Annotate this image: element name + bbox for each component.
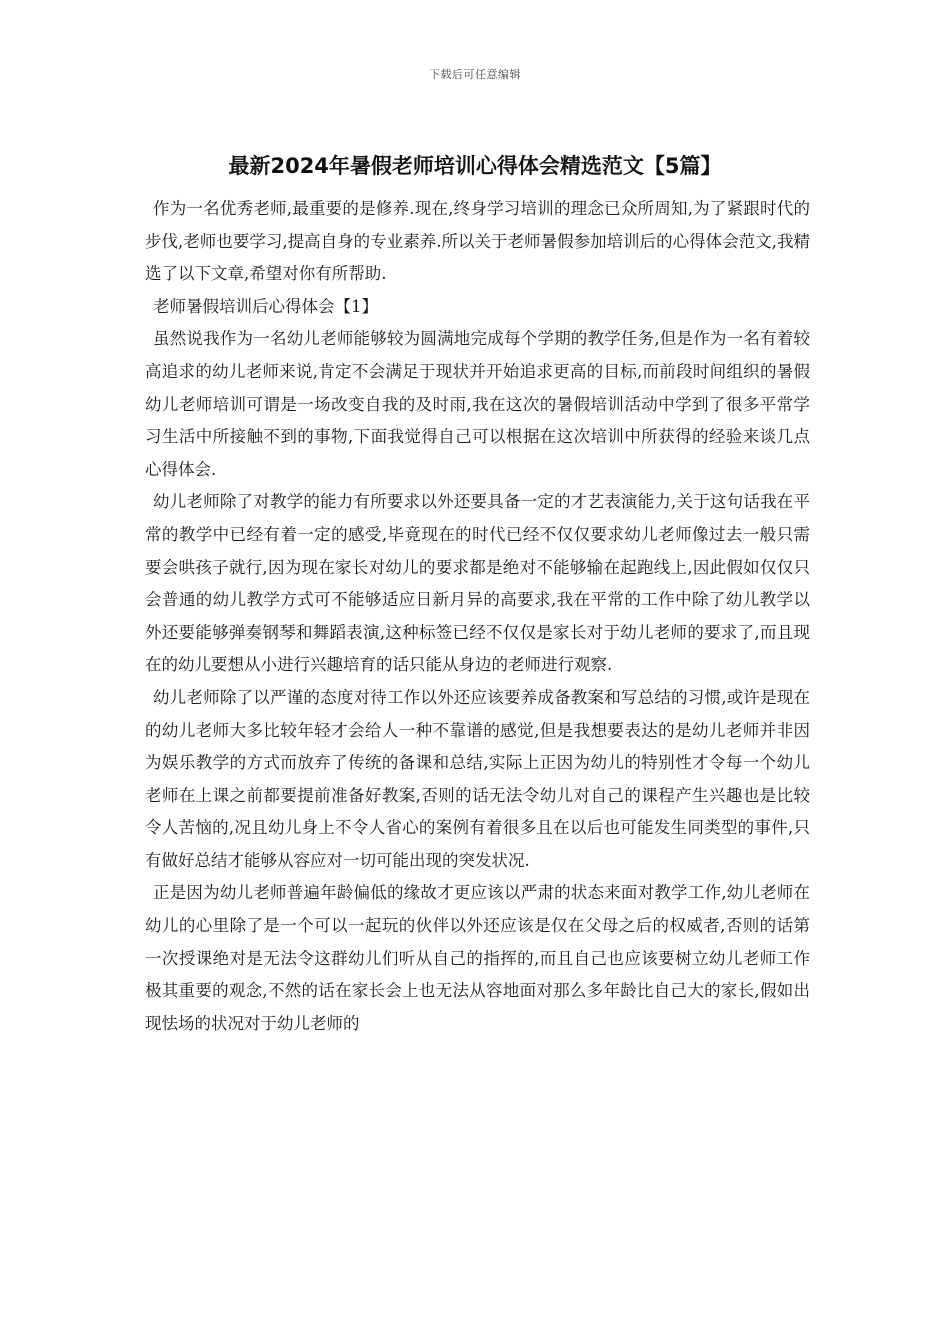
document-body	[145, 193, 810, 1040]
header-note: 下载后可任意编辑	[429, 68, 521, 81]
body-paragraph: 正是因为幼儿老师普遍年龄偏低的缘故才更应该以严肃的状态来面对教学工作,幼儿老师在幼儿的心里除了是一个可以一起玩的伙伴以外还应该是仅在父母之后的权威者,否则的话第一次授课绝对是无法令这群幼儿们听从自己的指挥的,而且自己也应该要树立幼儿老师工作极其重要的观念,不然的话在家长会上也无法从容地面对那么多年龄比自己大的家长,假如出现怯场的状况对于幼儿老师的	[145, 883, 810, 1033]
body-paragraph: 幼儿老师除了对教学的能力有所要求以外还要具备一定的才艺表演能力,关于这句话我在平常的教学中已经有着一定的感受,毕竟现在的时代已经不仅仅要求幼儿老师像过去一般只需要会哄孩子就行,因为现在家长对幼儿的要求都是绝对不能够输在起跑线上,因此假如仅仅只会普通的幼儿教学方式可不能够适应日新月异的高要求,我在平常的工作中除了幼儿教学以外还要能够弹奏钢琴和舞蹈表演,这种标签已经不仅仅是家长对于幼儿老师的要求了,而且现在的幼儿要想从小进行兴趣培育的话只能从身边的老师进行观察.	[145, 492, 810, 675]
intro-paragraph: 作为一名优秀老师,最重要的是修养.现在,终身学习培训的理念已众所周知,为了紧跟时代的步伐,老师也要学习,提高自身的专业素养.所以关于老师暑假参加培训后的心得体会范文,我精选了以下文章,希望对你有所帮助.	[145, 199, 810, 284]
body-paragraph: 虽然说我作为一名幼儿老师能够较为圆满地完成每个学期的教学任务,但是作为一名有着较高追求的幼儿老师来说,肯定不会满足于现状并开始追求更高的目标,而前段时间组织的暑假幼儿老师培训可谓是一场改变自我的及时雨,我在这次的暑假培训活动中学到了很多平常学习生活中所接触不到的事物,下面我觉得自己可以根据在这次培训中所获得的经验来谈几点心得体会.	[145, 329, 810, 479]
body-paragraph: 幼儿老师除了以严谨的态度对待工作以外还应该要养成备教案和写总结的习惯,或许是现在的幼儿老师大多比较年轻才会给人一种不靠谱的感觉,但是我想要表达的是幼儿老师并非因为娱乐教学的方式而放弃了传统的备课和总结,实际上正因为幼儿的特别性才令每一个幼儿老师在上课之前都要提前准备好教案,否则的话无法令幼儿对自己的课程产生兴趣也是比较令人苦恼的,况且幼儿身上不令人省心的案例有着很多且在以后也可能发生同类型的事件,只有做好总结才能够从容应对一切可能出现的突发状况.	[145, 687, 810, 870]
document-title: 最新2024年暑假老师培训心得体会精选范文【5篇】	[228, 154, 722, 178]
section-heading: 老师暑假培训后心得体会【1】	[153, 296, 378, 316]
